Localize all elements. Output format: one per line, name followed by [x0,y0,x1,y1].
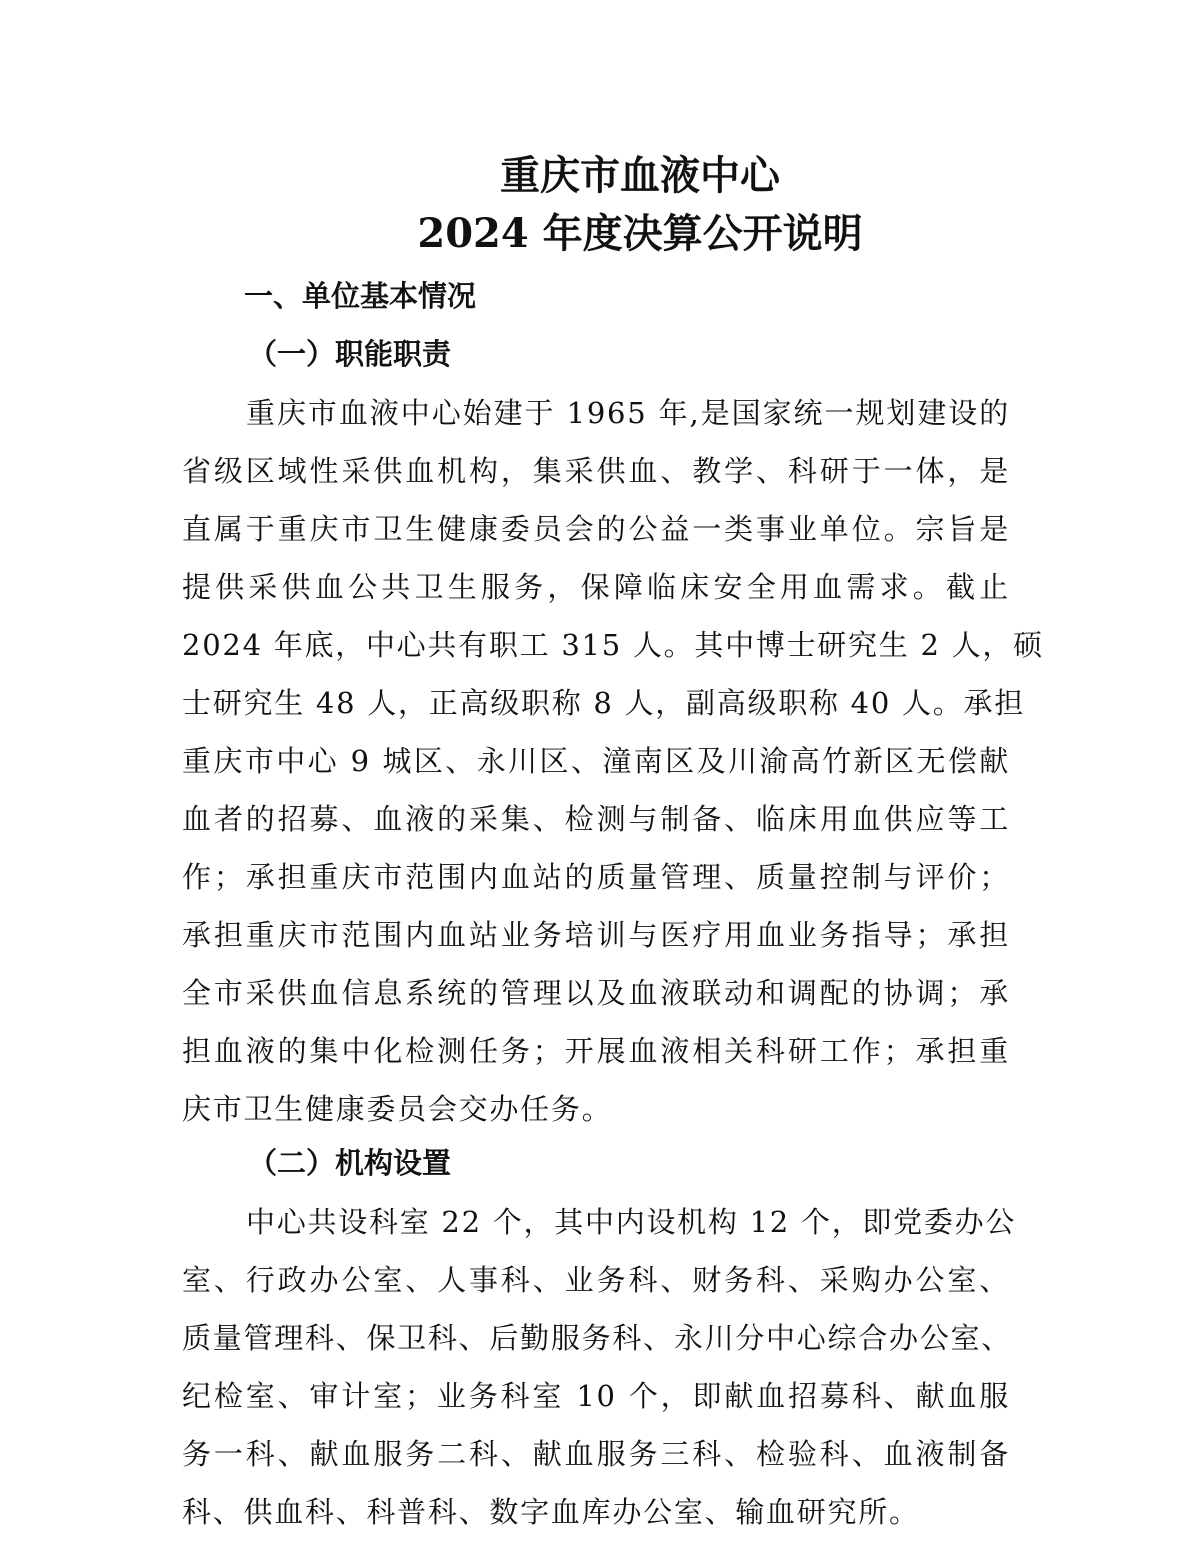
paragraph-line: 室、行政办公室、人事科、业务科、财务科、采购办公室、 [182,1263,1010,1297]
paragraph-line: 担血液的集中化检测任务；开展血液相关科研工作；承担重 [182,1034,1010,1068]
document-subtitle: 2024 年度决算公开说明 [417,210,863,257]
subheading-duties: （一）职能职责 [248,337,452,371]
paragraph-line: 省级区域性采供血机构，集采供血、教学、科研于一体，是 [182,454,1010,488]
paragraph-line: 士研究生 48 人，正高级职称 8 人，副高级职称 40 人。承担 [182,686,1025,720]
paragraph-line: 2024 年底，中心共有职工 315 人。其中博士研究生 2 人，硕 [182,628,1044,662]
paragraph-organization [182,1193,1017,1541]
paragraph-line: 科、供血科、科普科、数字血库办公室、输血研究所。 [182,1495,920,1529]
document-title: 重庆市血液中心 [500,152,780,199]
paragraph-line: 血者的招募、血液的采集、检测与制备、临床用血供应等工 [182,802,1010,836]
paragraph-line: 全市采供血信息系统的管理以及血液联动和调配的协调；承 [182,976,1010,1010]
paragraph-line: 作；承担重庆市范围内血站的质量管理、质量控制与评价； [182,860,1010,894]
paragraph-line: 直属于重庆市卫生健康委员会的公益一类事业单位。宗旨是 [182,512,1010,546]
paragraph-line: 庆市卫生健康委员会交办任务。 [182,1092,613,1126]
paragraph-line: 纪检室、审计室；业务科室 10 个，即献血招募科、献血服 [182,1379,1010,1413]
subheading-organization: （二）机构设置 [248,1146,452,1180]
paragraph-line: 质量管理科、保卫科、后勤服务科、永川分中心综合办公室、 [182,1321,1012,1355]
paragraph-line: 承担重庆市范围内血站业务培训与医疗用血业务指导；承担 [182,918,1010,952]
paragraph-line: 提供采供血公共卫生服务，保障临床安全用血需求。截止 [182,570,1010,604]
paragraph-line: 重庆市中心 9 城区、永川区、潼南区及川渝高竹新区无偿献 [182,744,1010,778]
paragraph-line: 务一科、献血服务二科、献血服务三科、检验科、血液制备 [182,1437,1010,1471]
section-heading-basic-info: 一、单位基本情况 [244,279,477,313]
paragraph-duties [182,384,1044,1138]
paragraph-line: 中心共设科室 22 个，其中内设机构 12 个，即党委办公 [246,1205,1017,1239]
paragraph-line: 重庆市血液中心始建于 1965 年,是国家统一规划建设的 [246,396,1010,430]
